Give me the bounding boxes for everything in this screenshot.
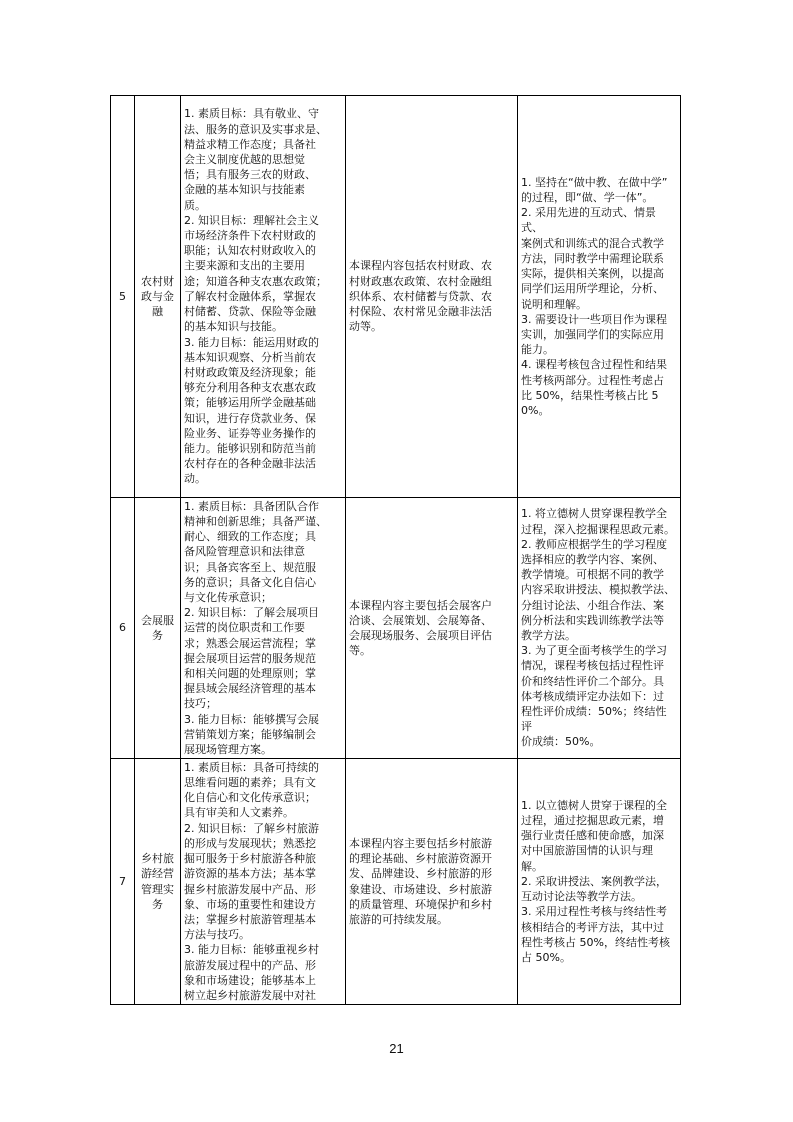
cell-line: 价成绩：50%。: [521, 735, 601, 749]
cell-line: 展现场管理方案。: [184, 743, 272, 757]
cell-line: 本课程内容包括农村财政、农: [349, 259, 492, 273]
cell-line: 会主义制度优越的思想觉: [184, 153, 305, 167]
cell-line: 4. 课程考核包含过程性和结果: [521, 358, 667, 372]
cell-line: 的形成与发展现状；熟悉挖: [184, 836, 316, 850]
course-teaching: [518, 498, 681, 759]
cell-line: 与文化传承意识；: [184, 590, 272, 604]
cell-line: 险业务、证券等业务操作的: [184, 426, 316, 440]
cell-line: 求；熟悉会展运营流程；掌: [184, 636, 316, 650]
course-number: 6: [111, 498, 135, 759]
cell-line: 握乡村旅游发展中产品、形: [184, 882, 316, 896]
cell-line: 3. 采用过程性考核与终结性考: [521, 905, 667, 919]
cell-line: 够充分利用各种支农惠农政: [184, 381, 316, 395]
course-name: 会展服务: [135, 498, 181, 759]
table-row: [111, 759, 681, 1005]
cell-line: 能力。: [521, 343, 554, 357]
cell-line: 耐心、细致的工作态度；具: [184, 530, 316, 544]
cell-line: 1. 素质目标：具有敬业、守: [184, 107, 319, 121]
cell-line: 3. 能力目标：能够撰写会展: [184, 712, 319, 726]
cell-line: 过程，深入挖掘课程思政元素。: [521, 522, 675, 536]
cell-line: 农村存在的各种金融非法活: [184, 457, 316, 471]
cell-line: 树立起乡村旅游发展中对社: [184, 988, 316, 1002]
cell-line: 2. 知识目标：了解乡村旅游: [184, 821, 319, 835]
cell-line: 1. 素质目标：具备可持续的: [184, 760, 319, 774]
cell-line: 的过程，即“做、学一体”。: [521, 191, 654, 205]
cell-line: 3. 为了更全面考核学生的学习: [521, 644, 667, 658]
cell-line: 1. 将立德树人贯穿课程教学全: [521, 507, 667, 521]
cell-line: 价和终结性评价二个部分。具: [521, 674, 664, 688]
cell-line: 2. 知识目标：了解会展项目: [184, 606, 319, 620]
cell-line: 等。: [349, 644, 371, 658]
cell-line: 村财政惠农政策、农村金融组: [349, 274, 492, 288]
cell-line: 分组讨论法、小组合作法、案: [521, 598, 664, 612]
course-name: 农村财政与金融: [135, 96, 181, 498]
cell-line: 的基本知识与技能。: [184, 320, 283, 334]
cell-line: 旅游的可持续发展。: [349, 912, 448, 926]
cell-line: 3. 需要设计一些项目作为课程: [521, 312, 667, 326]
cell-line: 对中国旅游国情的认识与理: [521, 844, 653, 858]
cell-line: 金融的基本知识与技能素: [184, 183, 305, 197]
cell-line: 精神和创新思维；具备严谨、: [184, 514, 327, 528]
cell-line: 主要来源和支出的主要用: [184, 259, 305, 273]
cell-line: 实训，加强同学们的实际应用: [521, 327, 664, 341]
table-row: [111, 498, 681, 759]
cell-line: 悟；具有服务三农的财政、: [184, 168, 316, 182]
cell-line: 思维看问题的素养；具有文: [184, 776, 316, 790]
cell-line: 2. 采用先进的互动式、情景式、: [521, 206, 656, 235]
course-name: 乡村旅游经营管理实务: [135, 759, 181, 1005]
cell-line: 象和市场建设；能够基本上: [184, 973, 316, 987]
course-number: 7: [111, 759, 135, 1005]
cell-line: 例分析法和实践训练教学法等: [521, 613, 664, 627]
cell-line: 村储蓄、贷款、保险等金融: [184, 305, 316, 319]
cell-line: 方法与技巧。: [184, 928, 250, 942]
cell-line: 了解农村金融体系，掌握农: [184, 289, 316, 303]
cell-line: 务的意识；具备文化自信心: [184, 575, 316, 589]
cell-line: 选择相应的教学内容、案例、: [521, 552, 664, 566]
cell-line: 洽谈、会展策划、会展筹备、: [349, 613, 492, 627]
cell-line: 游资源的基本方法；基本掌: [184, 867, 316, 881]
course-goals: [181, 759, 346, 1005]
cell-line: 同学们运用所学理论，分析、: [521, 282, 664, 296]
cell-line: 运营的岗位职责和工作要: [184, 621, 305, 635]
cell-line: 的理论基础、乡村旅游资源开: [349, 852, 492, 866]
cell-line: 动等。: [349, 320, 382, 334]
course-number: 5: [111, 96, 135, 498]
cell-line: 和相关问题的处理原则；掌: [184, 667, 316, 680]
cell-line: 策；能够运用所学金融基础: [184, 396, 316, 410]
course-goals: [181, 498, 346, 759]
cell-line: 质。: [184, 198, 206, 212]
cell-line: 教学方法。: [521, 629, 576, 642]
course-content: [346, 96, 518, 498]
table-row: [111, 96, 681, 498]
cell-line: 1. 坚持在“做中教、在做中学”: [521, 175, 668, 189]
cell-line: 情况，课程考核包括过程性评: [521, 659, 664, 673]
cell-line: 动。: [184, 472, 206, 486]
cell-line: 2. 教师应根据学生的学习程度: [521, 537, 667, 551]
cell-line: 3. 能力目标：能运用财政的: [184, 335, 319, 349]
course-content: [346, 498, 518, 759]
course-content: [346, 759, 518, 1005]
cell-line: 营销策划方案；能够编制会: [184, 727, 316, 741]
cell-line: 核相结合的考评方法，其中过: [521, 920, 664, 934]
cell-line: 实际，提供相关案例，以提高: [521, 267, 664, 281]
cell-line: 体考核成绩评定办法如下：过: [521, 689, 664, 703]
cell-line: 旅游发展过程中的产品、形: [184, 958, 316, 972]
cell-line: 比 50%，结果性考核占比 50%。: [521, 388, 659, 417]
cell-line: 象建设、市场建设、乡村旅游: [349, 882, 492, 896]
cell-line: 1. 素质目标：具备团队合作: [184, 499, 319, 513]
cell-line: 村财政政策及经济现象；能: [184, 365, 316, 379]
cell-line: 法；掌握乡村旅游管理基本: [184, 912, 316, 926]
cell-line: 职能；认知农村财政收入的: [184, 244, 316, 258]
cell-line: 教学情境。可根据不同的教学: [521, 568, 664, 582]
cell-line: 村保险、农村常见金融非法活: [349, 305, 492, 319]
cell-line: 握会展项目运营的服务规范: [184, 651, 316, 665]
cell-line: 解。: [521, 859, 543, 873]
course-teaching: [518, 96, 681, 498]
cell-line: 2. 知识目标：理解社会主义: [184, 213, 319, 227]
cell-line: 象、市场的重要性和建设方: [184, 897, 316, 911]
cell-line: 本课程内容主要包括会展客户: [349, 598, 492, 612]
cell-line: 3. 能力目标：能够重视乡村: [184, 943, 319, 957]
cell-line: 具有审美和人文素养。: [184, 806, 294, 820]
cell-line: 技巧；: [184, 697, 217, 711]
cell-line: 程性考核占 50%，终结性考核: [521, 935, 670, 949]
cell-line: 会展现场服务、会展项目评估: [349, 629, 492, 642]
cell-line: 基本知识观察、分析当前农: [184, 350, 316, 364]
cell-line: 方法，同时教学中需理论联系: [521, 251, 664, 265]
cell-line: 程性评价成绩：50%；终结性评: [521, 705, 667, 734]
cell-line: 2. 采取讲授法、案例教学法，: [521, 874, 667, 888]
course-goals: [181, 96, 346, 498]
cell-line: 织体系、农村储蓄与贷款、农: [349, 289, 492, 303]
cell-line: 互动讨论法等教学方法。: [521, 890, 642, 904]
cell-line: 强行业责任感和使命感，加深: [521, 829, 664, 843]
cell-line: 1. 以立德树人贯穿于课程的全: [521, 798, 667, 812]
cell-line: 识；具备宾客至上、规范服: [184, 560, 316, 574]
cell-line: 掘可服务于乡村旅游各种旅: [184, 852, 316, 866]
cell-line: 精益求精工作态度；具备社: [184, 137, 316, 151]
cell-line: 说明和理解。: [521, 297, 587, 311]
course-teaching: [518, 759, 681, 1005]
cell-line: 占 50%。: [521, 950, 571, 964]
cell-line: 知识，进行存贷款业务、保: [184, 411, 316, 425]
cell-line: 备风险管理意识和法律意: [184, 545, 305, 559]
cell-line: 性考核两部分。过程性考虑占: [521, 373, 664, 387]
cell-line: 化自信心和文化传承意识；: [184, 791, 316, 805]
cell-line: 发、品牌建设、乡村旅游的形: [349, 867, 492, 881]
course-table: [110, 95, 681, 1005]
cell-line: 能力。能够识别和防范当前: [184, 441, 316, 455]
cell-line: 市场经济条件下农村财政的: [184, 229, 316, 243]
cell-line: 的质量管理、环境保护和乡村: [349, 897, 492, 911]
cell-line: 法、服务的意识及实事求是、: [184, 122, 327, 136]
cell-line: 内容采取讲授法、模拟教学法、: [521, 583, 675, 597]
cell-line: 过程，通过挖掘思政元素，增: [521, 814, 664, 828]
cell-line: 案例式和训练式的混合式教学: [521, 236, 664, 250]
cell-line: 本课程内容主要包括乡村旅游: [349, 836, 492, 850]
cell-line: 途；知道各种支农惠农政策；: [184, 274, 327, 288]
cell-line: 握县域会展经济管理的基本: [184, 682, 316, 696]
page-number: 21: [389, 1041, 404, 1056]
